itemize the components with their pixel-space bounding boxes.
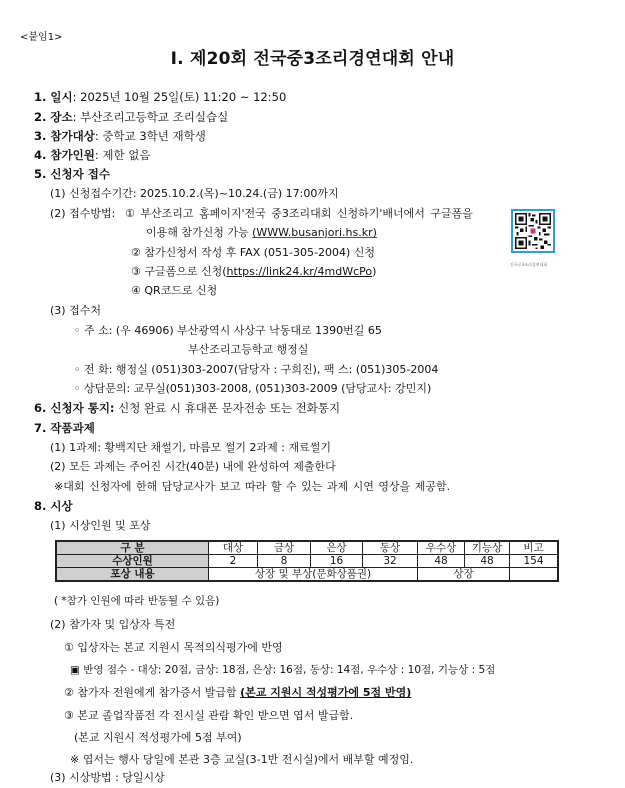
awards-sub-3: (3) 시상방법 : 당일시상 — [50, 771, 165, 784]
table-row-header — [56, 541, 558, 555]
registration-method-label: (2) 접수방법: — [50, 207, 116, 220]
table-row-count-label: 수상인원 — [56, 555, 209, 568]
section-notification-label: 6. 신청자 통지: — [34, 401, 115, 415]
table-cell: 16 — [311, 555, 363, 568]
reception-phone: ◦ 전 화: 행정실 (051)303-2007(담당자 : 구희진), 팩 스: (051)305-2004 — [74, 363, 439, 376]
section-capacity — [34, 148, 150, 162]
registration-method-3 — [131, 265, 376, 279]
task-item-2: (2) 모든 과제는 주어진 시간(40분) 내에 완성하여 제출한다 — [50, 460, 336, 473]
table-row-reward — [56, 568, 558, 582]
benefit-3-cont: (본교 지원시 적성평가에 5점 부여) — [74, 731, 242, 744]
qr-code[interactable] — [511, 209, 555, 253]
qr-caption: 전국중3조리경연대회 — [510, 262, 548, 267]
registration-period: (1) 신청접수기간: 2025.10.2.(목)~10.24.(금) 17:00까지 — [50, 187, 339, 200]
benefit-1-score: ▣ 반영 점수 - 대상: 20점, 금상: 18점, 은상: 16점, 동상: 14점, 우수상 : 10점, 기능상 : 5점 — [70, 664, 496, 676]
reception-inquiry: ◦ 상담문의: 교무실(051)303-2008, (051)303-2009 (담당교사: 강민지) — [74, 382, 432, 395]
awards-table — [55, 540, 559, 582]
table-header-category: 구 분 — [56, 541, 209, 555]
table-row-reward-label: 포상 내용 — [56, 568, 209, 582]
section-eligibility-label: 3. 참가대상 — [34, 129, 95, 143]
benefit-2-text: ② 참가자 전원에게 참가증서 발급함 — [64, 686, 241, 699]
section-capacity-label: 4. 참가인원 — [34, 148, 95, 162]
section-eligibility — [34, 129, 206, 143]
table-header-skill: 기능상 — [465, 541, 510, 555]
table-row-count — [56, 555, 558, 568]
section-date-label: 1. 일시 — [34, 90, 73, 104]
registration-method-4: ④ QR코드로 신청 — [131, 284, 218, 297]
table-cell-reward-note — [510, 568, 559, 582]
section-tasks-label: 7. 작품과제 — [34, 421, 95, 435]
section-eligibility-text: : 중학교 3학년 재학생 — [94, 129, 206, 143]
section-notification-text: 신청 완료 시 휴대폰 문자전송 또는 전화통지 — [114, 401, 341, 415]
table-cell: 48 — [465, 555, 510, 568]
reception-address: ◦ 주 소: (우 46906) 부산광역시 사상구 낙동대로 1390번길 65 — [74, 324, 382, 337]
table-cell-reward-main: 상장 및 부상(문화상품권) — [209, 568, 418, 582]
homepage-link[interactable]: (WWW.busanjori.hs.kr) — [252, 226, 377, 239]
table-cell: 2 — [209, 555, 258, 568]
section-venue-label: 2. 장소 — [34, 110, 73, 124]
task-note: ※대회 신청자에 한해 담당교사가 보고 따라 할 수 있는 과제 시연 영상을 제공함. — [54, 480, 451, 493]
table-cell: 8 — [258, 555, 311, 568]
section-notification — [34, 401, 340, 415]
table-header-note: 비고 — [510, 541, 559, 555]
table-cell-reward-certificate: 상장 — [418, 568, 510, 582]
registration-method-3-suffix: ) — [372, 265, 377, 278]
table-header-silver: 은상 — [311, 541, 363, 555]
registration-method-1-text: 이용해 참가신청 가능 — [146, 226, 253, 239]
section-venue — [34, 110, 228, 124]
table-cell: 32 — [363, 555, 418, 568]
section-date — [34, 90, 286, 104]
section-venue-text: : 부산조리고등학교 조리실습실 — [72, 110, 229, 124]
section-registration-label: 5. 신청자 접수 — [34, 167, 110, 181]
section-capacity-text: : 제한 없음 — [94, 148, 151, 162]
awards-table-note: ( *참가 인원에 따라 반동될 수 있음) — [54, 595, 220, 607]
qr-code-icon — [515, 213, 551, 249]
section-tasks — [34, 421, 95, 435]
google-form-link[interactable]: https://link24.kr/4mdWcPo — [226, 265, 373, 278]
registration-method-2: ② 참가신청서 작성 후 FAX (051-305-2004) 신청 — [131, 246, 375, 259]
table-header-grand: 대상 — [209, 541, 258, 555]
reception-label: (3) 접수처 — [50, 304, 101, 317]
task-item-1: (1) 1과제: 황백지단 채썰기, 마름모 썰기 2과제 : 재료썰기 — [50, 441, 331, 454]
table-cell: 154 — [510, 555, 559, 568]
registration-method-3-prefix: ③ 구글폼으로 신청( — [131, 265, 227, 278]
awards-sub-2: (2) 참가자 및 입상자 특전 — [50, 618, 176, 631]
benefit-2 — [64, 686, 411, 700]
benefit-3: ③ 본교 졸업작품전 각 전시실 관람 확인 받으면 엽서 발급함. — [64, 709, 354, 722]
benefit-2-highlight: (본교 지원시 적성평가에 5점 반영) — [240, 686, 412, 699]
section-date-text: : 2025년 10월 25일(토) 11:20 ~ 12:50 — [72, 90, 287, 104]
registration-method-1: ① 부산조리고 홈페이지'전국 중3조리대회 신청하기'배너에서 구글폼을 — [125, 207, 473, 220]
reception-address-line2: 부산조리고등학교 행정실 — [188, 343, 309, 356]
awards-sub-1: (1) 시상인원 및 포상 — [50, 519, 151, 532]
table-header-excellence: 우수상 — [418, 541, 465, 555]
attachment-label: <붙임1> — [20, 32, 63, 43]
benefit-note: ※ 엽서는 행사 당일에 본관 3층 교실(3-1반 전시실)에서 배부할 예정임. — [70, 753, 414, 766]
table-header-bronze: 동상 — [363, 541, 418, 555]
section-registration — [34, 167, 110, 181]
section-awards-label: 8. 시상 — [34, 499, 73, 513]
table-cell: 48 — [418, 555, 465, 568]
benefit-1: ① 입상자는 본교 지원시 목적의식평가에 반영 — [64, 641, 283, 654]
page-title: Ⅰ. 제20회 전국중3조리경연대회 안내 — [170, 49, 455, 69]
table-header-gold: 금상 — [258, 541, 311, 555]
registration-method-1-cont — [146, 226, 377, 240]
section-awards — [34, 499, 73, 513]
